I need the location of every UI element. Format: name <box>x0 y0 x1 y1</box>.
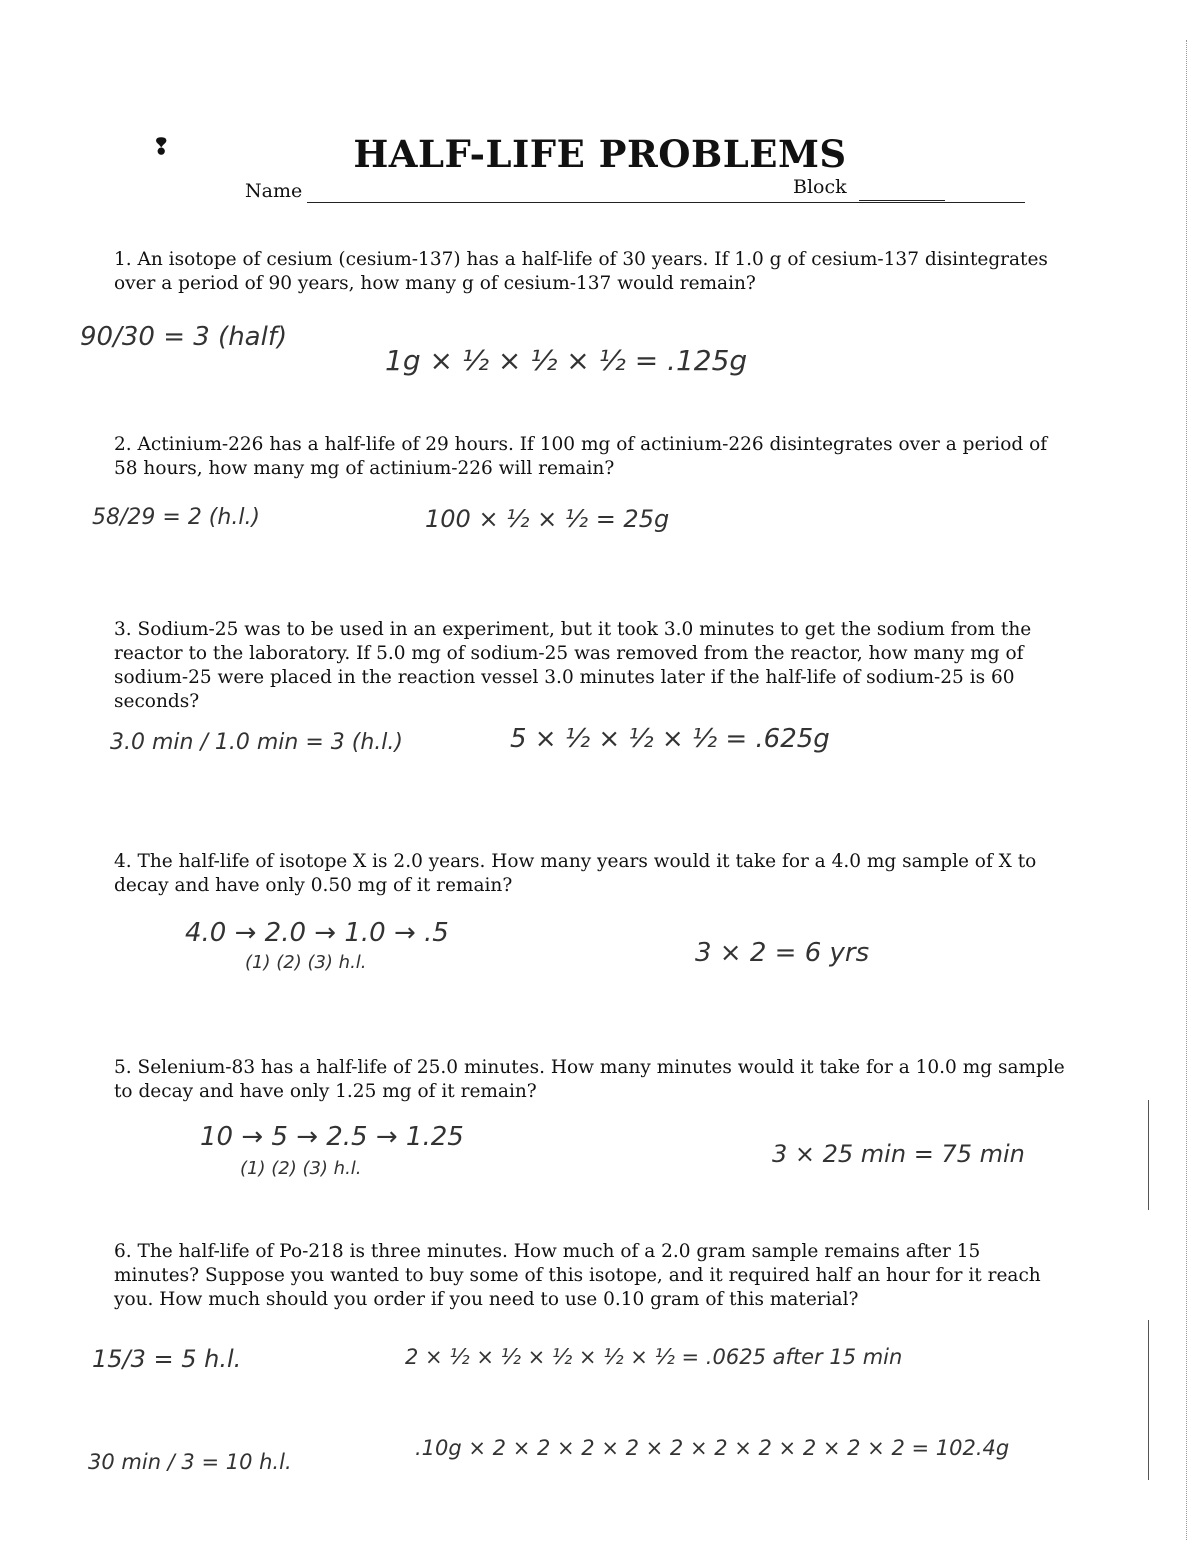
page-title: HALF-LIFE PROBLEMS <box>353 132 847 176</box>
problem-2-work-halflives: 58/29 = 2 (h.l.) <box>92 505 261 530</box>
problem-6-work-halflives: 15/3 = 5 h.l. <box>92 1345 242 1373</box>
problem-2-work-calc: 100 × ½ × ½ = 25g <box>425 505 670 533</box>
scan-edge-dots <box>1186 40 1187 1540</box>
problem-1-text: 1. An isotope of cesium (cesium-137) has a half-life of 30 years. If 1.0 g of cesium-137 disintegrates over a period of 90 years, how many g of cesium-137 would remain? <box>114 249 1048 294</box>
problem-4-work-steps: (1) (2) (3) h.l. <box>245 952 367 973</box>
problem-4-text: 4. The half-life of isotope X is 2.0 years. How many years would it take for a 4.0 mg sample of X to decay and have only 0.50 mg of it remain? <box>114 851 1037 896</box>
name-field-line[interactable] <box>307 202 1025 203</box>
problem-1-work-calc: 1g × ½ × ½ × ½ = .125g <box>385 344 748 377</box>
problem-3-work-calc: 5 × ½ × ½ × ½ = .625g <box>510 724 830 754</box>
problem-6-work-order-amount: .10g × 2 × 2 × 2 × 2 × 2 × 2 × 2 × 2 × 2 × 2 = 102.4g <box>415 1436 1010 1460</box>
problem-1-work-halflives: 90/30 = 3 (half) <box>80 322 288 352</box>
name-block-row <box>245 178 945 208</box>
problem-3-text: 3. Sodium-25 was to be used in an experiment, but it took 3.0 minutes to get the sodium from the reactor to the laboratory. If 5.0 mg of sodium-25 was removed from the reactor, how many mg of sodium-25 were placed in the reaction vessel 3.0 minutes later if the half-life of sodium-25 is 60 seconds? <box>114 619 1032 712</box>
stray-ink-mark: ❢ <box>152 134 171 160</box>
problem-5-text: 5. Selenium-83 has a half-life of 25.0 minutes. How many minutes would it take for a 10.0 mg sample to decay and have only 1.25 mg of it remain? <box>114 1057 1065 1102</box>
problem-4-work-chain: 4.0 → 2.0 → 1.0 → .5 <box>185 918 449 948</box>
problem-6-text: 6. The half-life of Po-218 is three minutes. How much of a 2.0 gram sample remains after 15 minutes? Suppose you wanted to buy some of this isotope, and it required half an hour for it reach you. How much should you order if you need to use 0.10 gram of this material? <box>114 1241 1041 1310</box>
problem-5-work-chain: 10 → 5 → 2.5 → 1.25 <box>200 1122 464 1152</box>
name-label: Name <box>245 180 303 202</box>
problem-6-work-order-halflives: 30 min / 3 = 10 h.l. <box>88 1450 292 1474</box>
problem-5-work-answer: 3 × 25 min = 75 min <box>772 1140 1025 1168</box>
margin-rule-upper <box>1148 1100 1149 1210</box>
block-field-line[interactable] <box>859 200 945 201</box>
block-label: Block <box>793 176 847 198</box>
margin-rule-lower <box>1148 1320 1149 1480</box>
problem-6-work-remaining: 2 × ½ × ½ × ½ × ½ × ½ = .0625 after 15 min <box>405 1345 903 1369</box>
problem-4-work-answer: 3 × 2 = 6 yrs <box>695 938 870 968</box>
problem-2-text: 2. Actinium-226 has a half-life of 29 hours. If 100 mg of actinium-226 disintegrates over a period of 58 hours, how many mg of actinium-226 will remain? <box>114 434 1048 479</box>
problem-3-work-halflives: 3.0 min / 1.0 min = 3 (h.l.) <box>110 730 403 755</box>
problem-5-work-steps: (1) (2) (3) h.l. <box>240 1158 362 1179</box>
